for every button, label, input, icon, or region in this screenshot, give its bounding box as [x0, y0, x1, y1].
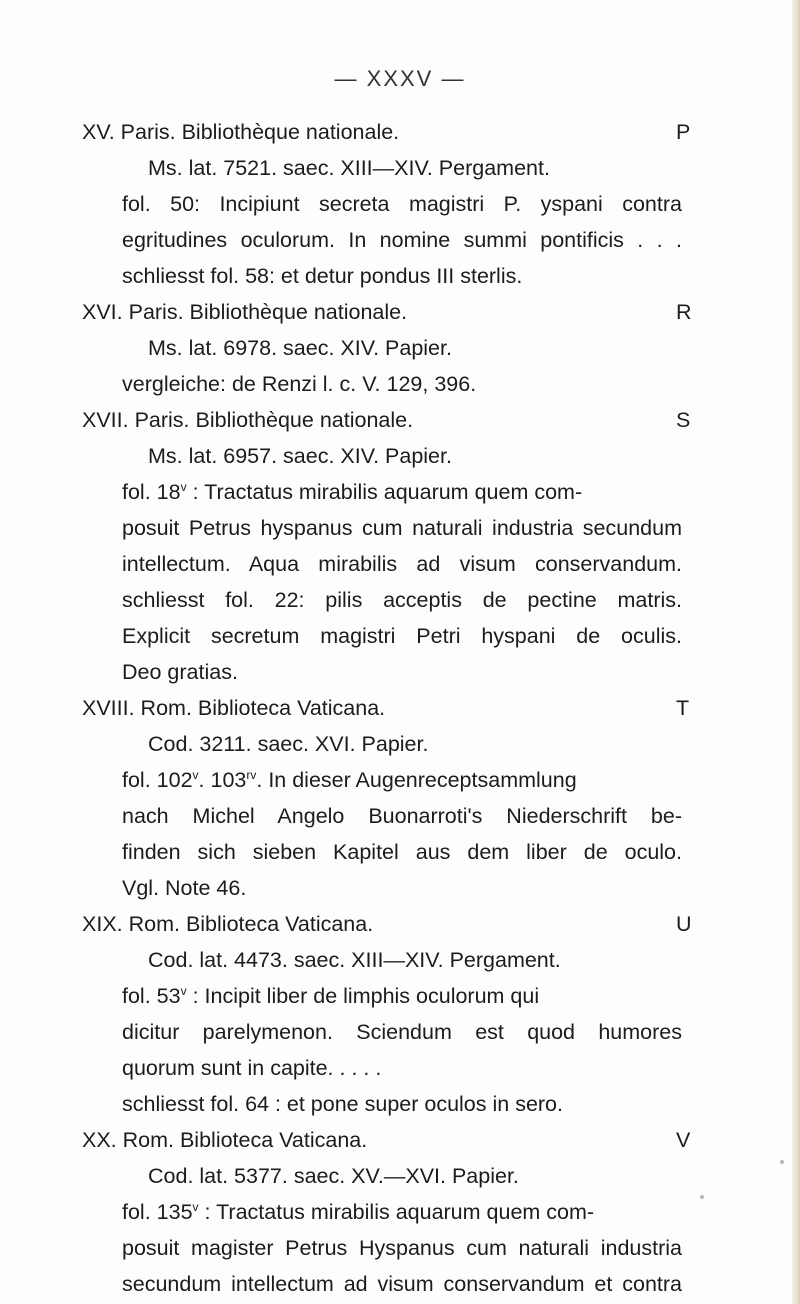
folio-colon: : [192, 480, 199, 504]
folio-ref: fol. 18 [122, 480, 181, 504]
shelfmark-xviii: Cod. 3211. saec. XVI. Papier. [148, 732, 429, 756]
entry-text-line: vergleiche: de Renzi l. c. V. 129, 396. [122, 372, 477, 396]
page-edge [792, 0, 800, 1304]
entry-text-line [122, 1194, 594, 1230]
entry-text-line [122, 474, 582, 510]
paper-speck [700, 1195, 704, 1199]
page-header: — XXXV — [334, 66, 466, 91]
entry-head-xvi: XVI. Paris. Bibliothèque nationale. [82, 300, 408, 324]
paper-speck [780, 1160, 784, 1164]
siglum-p: P [676, 120, 691, 144]
entry-text-line: Vgl. Note 46. [122, 876, 247, 900]
siglum-v: V [676, 1128, 691, 1152]
entry-text-line: dicitur parelymenon. Sciendum est quod humores [122, 1020, 682, 1044]
entry-text-line: posuit Petrus hyspanus cum naturali industria secundum [122, 516, 682, 540]
entry-text-line: Explicit secretum magistri Petri hyspani de oculis. [122, 624, 682, 648]
entry-text-line: posuit magister Petrus Hyspanus cum naturali industria [122, 1236, 682, 1260]
entry-text-line: Deo gratias. [122, 660, 238, 684]
entry-text-line: fol. 102$^v$. $103^{rv}$. In dieser Augenreceptsammlung [122, 768, 577, 792]
entry-text-line: finden sich sieben Kapitel aus dem liber de oculo. [122, 840, 682, 864]
siglum-r: R [676, 300, 692, 324]
entry-text-line [122, 978, 539, 1014]
entry-head-xx: XX. Rom. Biblioteca Vaticana. [82, 1128, 368, 1152]
entry-text-line: schliesst fol. 64 : et pone super oculos in sero. [122, 1092, 563, 1116]
entry-text: Tractatus mirabilis aquarum quem com- [216, 1200, 595, 1224]
folio-superscript: v [192, 1200, 199, 1214]
entry-text-line: nach Michel Angelo Buonarroti's Niederschrift be- [122, 804, 682, 828]
folio-superscript: rv [246, 768, 257, 782]
siglum-s: S [676, 408, 691, 432]
entry-head-xix: XIX. Rom. Biblioteca Vaticana. [82, 912, 374, 936]
folio-superscript: v [180, 984, 187, 998]
folio-superscript: v [192, 768, 199, 782]
entry-text-line: intellectum. Aqua mirabilis ad visum conservandum. [122, 552, 682, 576]
entry-text: Tractatus mirabilis aquarum quem com- [204, 480, 583, 504]
shelfmark-xx: Cod. lat. 5377. saec. XV.—XVI. Papier. [148, 1164, 519, 1188]
shelfmark-xvii: Ms. lat. 6957. saec. XIV. Papier. [148, 444, 452, 468]
folio-ref: 103 [210, 768, 247, 792]
folio-ref: fol. 53 [122, 984, 181, 1008]
folio-ref: fol. 102 [122, 768, 193, 792]
siglum-u: U [676, 912, 692, 936]
entry-text-line: schliesst fol. 58: et detur pondus III sterlis. [122, 264, 523, 288]
entry-text: In dieser Augenreceptsammlung [268, 768, 577, 792]
siglum-t: T [676, 696, 690, 720]
entry-head-xv: XV. Paris. Bibliothèque nationale. [82, 120, 400, 144]
entry-head-xviii: XVIII. Rom. Biblioteca Vaticana. [82, 696, 386, 720]
shelfmark-xvi: Ms. lat. 6978. saec. XIV. Papier. [148, 336, 452, 360]
folio-superscript: v [180, 480, 187, 494]
entry-text-line: schliesst fol. 22: pilis acceptis de pectine matris. [122, 588, 682, 612]
entry-text-line: fol. 50: Incipiunt secreta magistri P. yspani contra [122, 192, 682, 216]
shelfmark-xix: Cod. lat. 4473. saec. XIII—XIV. Pergament. [148, 948, 561, 972]
folio-colon: : [192, 984, 199, 1008]
folio-ref: fol. 135 [122, 1200, 193, 1224]
entry-text-line: quorum sunt in capite. . . . . [122, 1056, 382, 1080]
folio-colon: : [204, 1200, 211, 1224]
shelfmark-xv: Ms. lat. 7521. saec. XIII—XIV. Pergament. [148, 156, 550, 180]
entry-text: Incipit liber de limphis oculorum qui [204, 984, 540, 1008]
entry-head-xvii: XVII. Paris. Bibliothèque nationale. [82, 408, 414, 432]
entry-text-line: secundum intellectum ad visum conservandum et contra [122, 1272, 682, 1296]
entry-text-line: egritudines oculorum. In nomine summi pontificis . . . [122, 228, 682, 252]
